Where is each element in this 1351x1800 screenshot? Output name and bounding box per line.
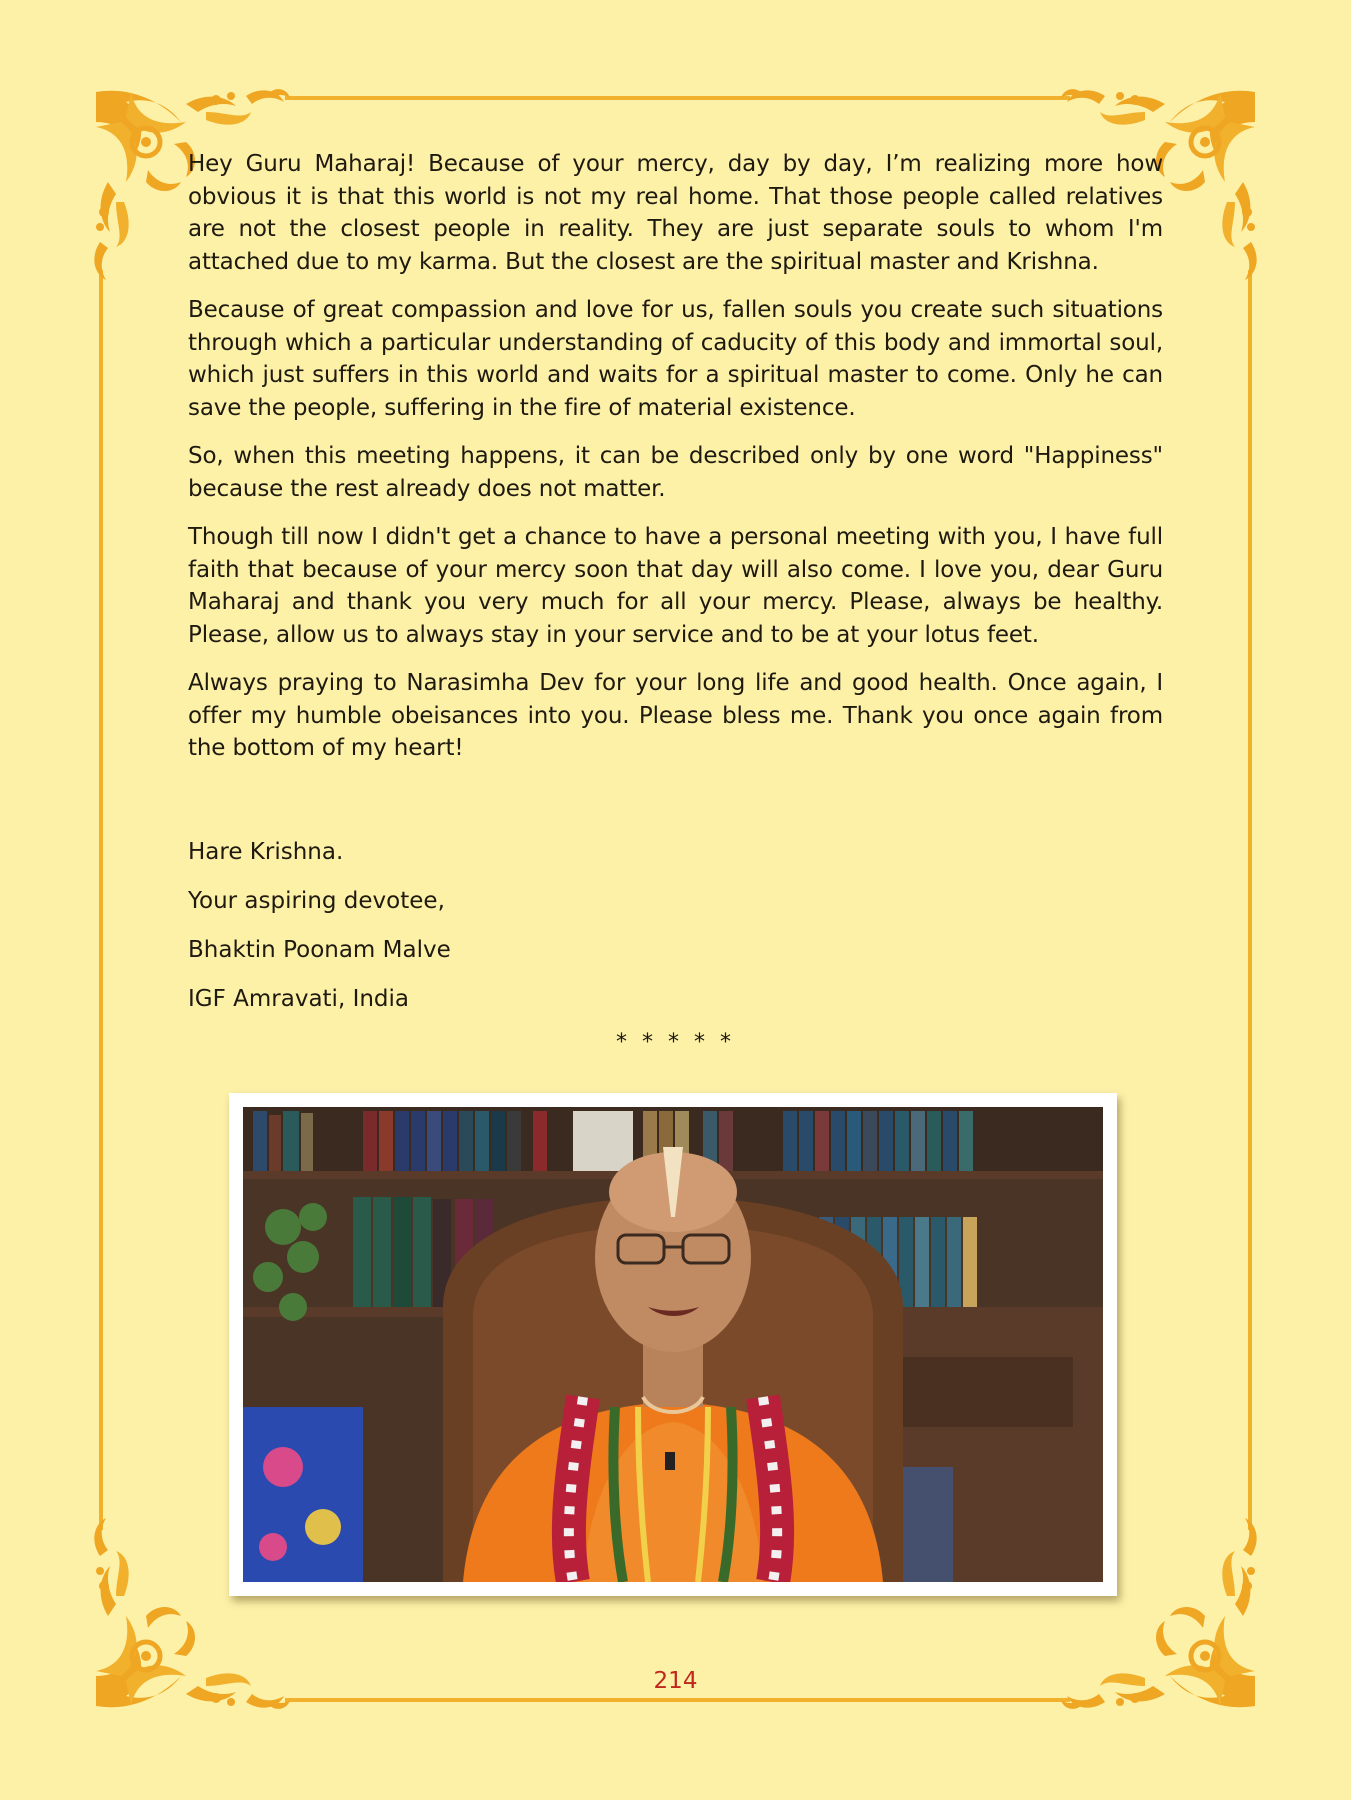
signature-block [188, 836, 788, 1032]
letter-paragraph-4: Though till now I didn't get a chance to have a personal meeting with you, I have full faith that because of your mercy soon that day will also come. I love you, dear Guru Maharaj and thank you very much for all your mercy. Please, always be healthy. Please, allow us to always stay in your service and to be at your lotus feet. [188, 524, 1163, 648]
author-name: Bhaktin Poonam Malve [188, 937, 451, 963]
section-separator: * * * * * [616, 1030, 735, 1055]
guru-photograph [243, 1107, 1103, 1582]
letter-paragraph-3: So, when this meeting happens, it can be described only by one word "Happiness" because the rest already does not matter. [188, 443, 1163, 502]
letter-body [188, 148, 1163, 781]
letter-paragraph-2: Because of great compassion and love for us, fallen souls you create such situations through which a particular understanding of caducity of this body and immortal soul, which just suffers in this world and waits for a spiritual master to come. Only he can save the people, suffering in the fire of material existence. [188, 297, 1163, 421]
author-location: IGF Amravati, India [188, 986, 410, 1012]
page-number: 214 [653, 1668, 698, 1694]
photo-frame [229, 1093, 1117, 1596]
letter-paragraph-1: Hey Guru Maharaj! Because of your mercy, day by day, I’m realizing more how obvious it is that this world is not my real home. That those people called relatives are not the closest people in reality. They are just separate souls to whom I'm attached due to my karma. But the closest are the spiritual master and Krishna. [188, 151, 1163, 275]
letter-paragraph-5: Always praying to Narasimha Dev for your long life and good health. Once again, I offer my humble obeisances into you. Please bless me. Thank you once again from the bottom of my heart! [188, 670, 1163, 761]
closing-line: Hare Krishna. [188, 839, 344, 865]
salutation-line: Your aspiring devotee, [188, 888, 445, 914]
